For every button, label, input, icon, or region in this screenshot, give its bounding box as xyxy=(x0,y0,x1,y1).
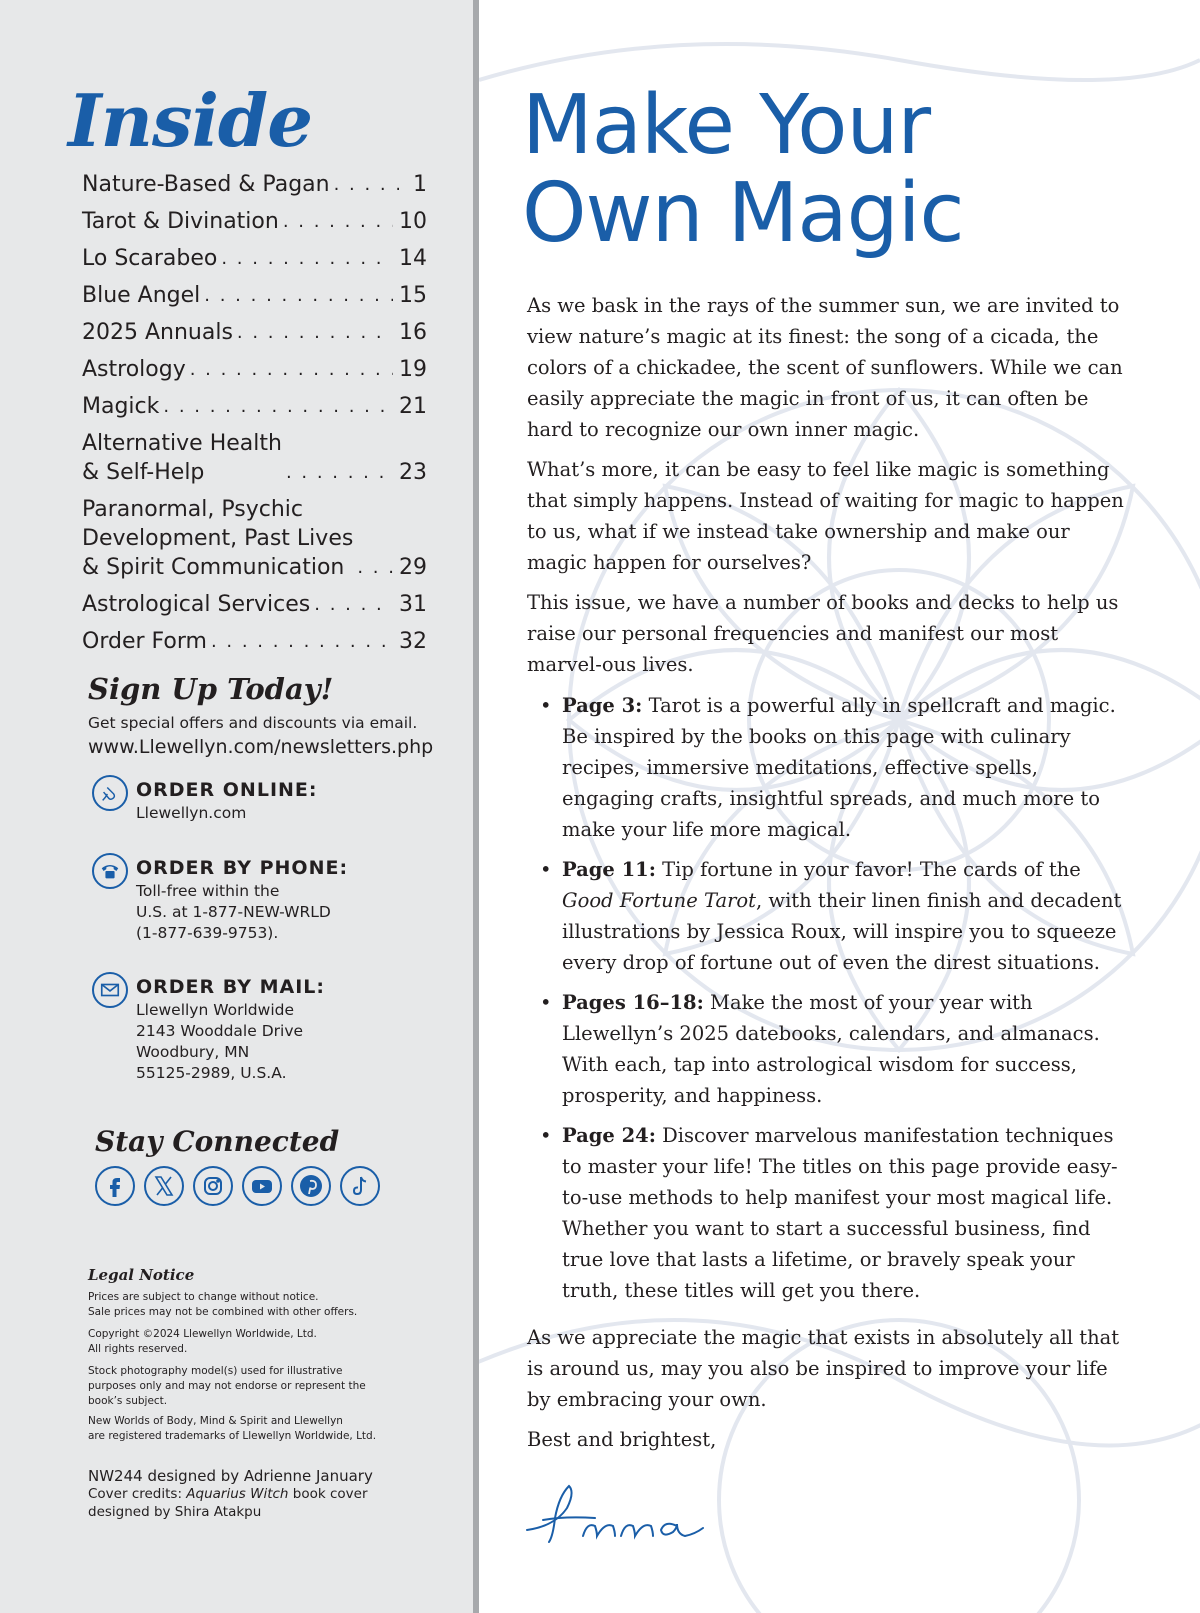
toc-item[interactable] xyxy=(82,244,427,273)
cover-credit xyxy=(88,1486,368,1502)
toc-label: Alternative Health & Self-Help xyxy=(82,431,282,485)
list-item xyxy=(562,690,1129,845)
table-of-contents xyxy=(82,170,427,664)
envelope-icon xyxy=(92,972,128,1008)
toc-leader-dots xyxy=(204,281,393,310)
list-item xyxy=(562,987,1129,1111)
intro-paragraph: What’s more, it can be easy to feel like magic is something that simply happens. Instead of waiting for magic to happen to us, what if we instead take ownership and make our magic happen for ourselves? xyxy=(527,458,1124,574)
toc-label: Blue Angel xyxy=(82,283,201,308)
toc-page-number: 31 xyxy=(399,592,427,617)
bullet-text: Discover marvelous manifestation techniques to master your life! The titles on this page provide easy-to-use methods to help manifest your most magical life. Whether you want to start a successful business, find true love that lasts a lifetime, or bravely speak your truth, these titles will get you there. xyxy=(562,1124,1118,1302)
toc-leader-dots xyxy=(237,318,393,347)
toc-label: Nature-Based & Pagan xyxy=(82,172,330,197)
toc-item[interactable] xyxy=(82,355,427,384)
toc-item[interactable] xyxy=(82,392,427,421)
facebook-icon[interactable] xyxy=(95,1166,135,1206)
tiktok-icon[interactable] xyxy=(340,1166,380,1206)
toc-leader-dots xyxy=(190,355,393,384)
toc-leader-dots xyxy=(314,590,393,619)
toc-page-number: 32 xyxy=(399,629,427,654)
toc-page-number: 29 xyxy=(399,555,427,580)
toc-leader-dots xyxy=(211,627,393,656)
pinterest-icon[interactable] xyxy=(291,1166,331,1206)
toc-page-number: 1 xyxy=(413,172,427,197)
toc-item[interactable] xyxy=(82,495,427,582)
bullet-lead: Page 11: xyxy=(562,858,656,881)
order-online-link[interactable]: Llewellyn.com xyxy=(136,804,247,822)
toc-item[interactable] xyxy=(82,281,427,310)
order-mail-heading: ORDER BY MAIL: xyxy=(136,976,325,998)
order-phone-heading: ORDER BY PHONE: xyxy=(136,857,349,879)
cover-credit-designer: designed by Shira Atakpu xyxy=(88,1504,262,1520)
youtube-icon[interactable] xyxy=(242,1166,282,1206)
list-item xyxy=(562,1120,1129,1306)
legal-trademarks: New Worlds of Body, Mind & Spirit and Llewellyn are registered trademarks of Llewellyn Worldwide, Ltd. xyxy=(88,1415,377,1442)
instagram-icon[interactable] xyxy=(193,1166,233,1206)
toc-label: Astrology xyxy=(82,357,186,382)
signoff: Best and brightest, xyxy=(527,1428,717,1451)
order-mail-address: Llewellyn Worldwide 2143 Wooddale Drive Woodbury, MN 55125-2989, U.S.A. xyxy=(136,1001,304,1082)
toc-leader-dots xyxy=(163,392,393,421)
toc-item[interactable] xyxy=(82,590,427,619)
toc-item[interactable] xyxy=(82,429,427,487)
newsletter-link[interactable]: www.Llewellyn.com/newsletters.php xyxy=(88,736,434,758)
toc-page-number: 23 xyxy=(399,460,427,485)
toc-label: Magick xyxy=(82,394,160,419)
order-online-heading: ORDER ONLINE: xyxy=(136,779,318,801)
inside-title: Inside xyxy=(68,78,313,163)
toc-page-number: 21 xyxy=(399,394,427,419)
intro-paragraphs xyxy=(527,290,1129,689)
bullet-lead: Page 24: xyxy=(562,1124,656,1147)
toc-item[interactable] xyxy=(82,318,427,347)
toc-item[interactable] xyxy=(82,207,427,236)
signature xyxy=(525,1478,705,1548)
bullet-text: Tip fortune in your favor! The cards of the xyxy=(655,858,1081,881)
closing-paragraph: As we appreciate the magic that exists in absolutely all that is around us, may you also be inspired to improve your life by embracing your own. xyxy=(527,1326,1120,1411)
bullet-text: Make the most of your year with Llewellyn’s 2025 datebooks, calendars, and almanacs. With each, tap into astrological wisdom for success, prosperity, and happiness. xyxy=(562,991,1100,1107)
order-phone-text: Toll-free within the U.S. at 1-877-NEW-WRLD (1-877-639-9753). xyxy=(136,882,331,942)
bullet-lead: Pages 16–18: xyxy=(562,991,704,1014)
main-heading-line2: Own Magic xyxy=(522,166,964,261)
cover-credit-suffix: book cover xyxy=(288,1486,368,1502)
toc-leader-dots xyxy=(283,207,393,236)
cover-credit-title: Aquarius Witch xyxy=(186,1486,289,1502)
bullet-italic-title: Good Fortune Tarot xyxy=(562,889,756,912)
bullet-text: , with their linen finish and decadent illustrations by Jessica Roux, will inspire you to squeeze every drop of fortune out of even the direst situations. xyxy=(562,889,1122,974)
signup-heading: Sign Up Today! xyxy=(88,672,334,706)
phone-icon xyxy=(92,853,128,889)
toc-leader-dots xyxy=(334,170,399,199)
toc-label: Order Form xyxy=(82,629,207,654)
main-heading xyxy=(522,78,964,261)
intro-paragraph: This issue, we have a number of books and decks to help us raise our personal frequencies and manifest our most marvel-ous lives. xyxy=(527,591,1119,676)
design-credit: NW244 designed by Adrienne January xyxy=(88,1467,373,1485)
toc-label: Astrological Services xyxy=(82,592,311,617)
mouse-icon xyxy=(92,775,128,811)
toc-page-number: 15 xyxy=(399,283,427,308)
toc-leader-dots xyxy=(221,244,393,273)
toc-leader-dots xyxy=(357,553,393,582)
list-item xyxy=(562,854,1129,978)
sidebar xyxy=(0,0,473,1613)
toc-item[interactable] xyxy=(82,627,427,656)
legal-stock-photos: Stock photography model(s) used for illustrative purposes only and may not endorse or represent the book’s subject. xyxy=(88,1365,366,1407)
toc-label: 2025 Annuals xyxy=(82,320,233,345)
toc-label: Lo Scarabeo xyxy=(82,246,218,271)
legal-notice-heading: Legal Notice xyxy=(88,1266,195,1284)
toc-label: Tarot & Divination xyxy=(82,209,279,234)
stay-connected-heading: Stay Connected xyxy=(95,1125,340,1158)
toc-page-number: 10 xyxy=(399,209,427,234)
bullet-text: Tarot is a powerful ally in spellcraft and magic. Be inspired by the books on this page with culinary recipes, immersive meditations, effective spells, engaging crafts, insightful spreads, and much more to make your life more magical. xyxy=(562,694,1116,841)
legal-copyright: Copyright ©2024 Llewellyn Worldwide, Ltd. All rights reserved. xyxy=(88,1328,317,1355)
main-heading-line1: Make Your xyxy=(522,78,931,173)
toc-page-number: 19 xyxy=(399,357,427,382)
bullet-lead: Page 3: xyxy=(562,694,643,717)
highlights-list xyxy=(562,690,1129,1315)
toc-label: Paranormal, Psychic Development, Past Lives & Spirit Communication xyxy=(82,497,354,580)
toc-leader-dots xyxy=(286,458,393,487)
intro-paragraph: As we bask in the rays of the summer sun, we are invited to view nature’s magic at its finest: the song of a cicada, the colors of a chickadee, the scent of sunflowers. While we can easily appreciate the magic in front of us, it can often be hard to recognize our own inner magic. xyxy=(527,294,1123,441)
toc-page-number: 14 xyxy=(399,246,427,271)
signup-text: Get special offers and discounts via email. xyxy=(88,714,418,732)
x-icon[interactable] xyxy=(144,1166,184,1206)
toc-item[interactable] xyxy=(82,170,427,199)
legal-prices: Prices are subject to change without notice. Sale prices may not be combined with other offers. xyxy=(88,1291,358,1318)
toc-page-number: 16 xyxy=(399,320,427,345)
social-links xyxy=(95,1166,380,1206)
closing-section xyxy=(527,1322,1129,1464)
cover-credit-prefix: Cover credits: xyxy=(88,1486,187,1502)
